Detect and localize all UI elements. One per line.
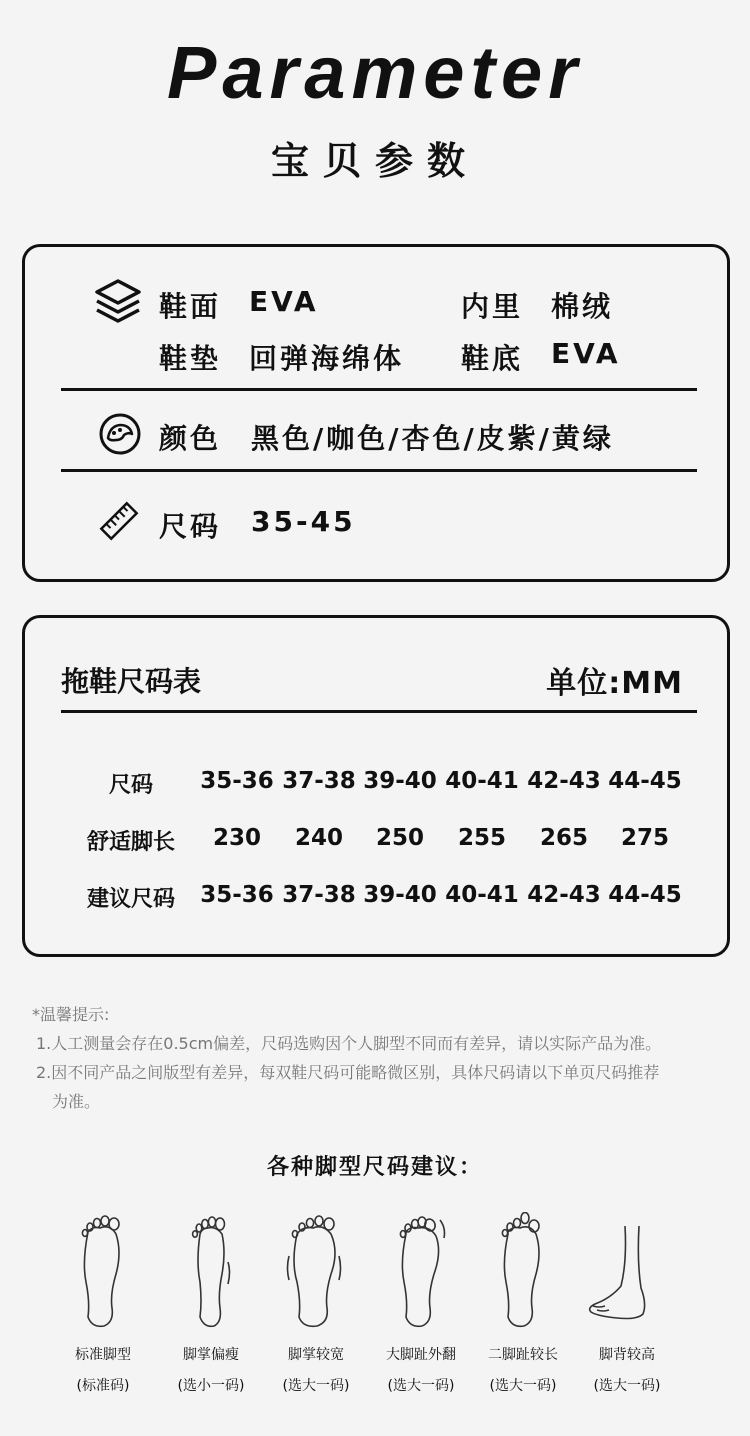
- insole-value: 回弹海绵体: [249, 342, 405, 375]
- table-cell: 37-38: [282, 768, 356, 794]
- foot-type-item: [156, 1212, 266, 1394]
- table-cell: 39-40: [363, 882, 437, 908]
- foot-type-advice: (选大一码): [593, 1378, 661, 1394]
- foot-type-name: 大脚趾外翻: [386, 1347, 456, 1363]
- table-cell: 250: [375, 825, 424, 851]
- foot-high-instep-icon: [577, 1212, 677, 1332]
- table-row-label: 舒适脚长: [86, 830, 175, 855]
- sole-label: 鞋底: [461, 342, 524, 375]
- foot-types-title: 各种脚型尺码建议：: [266, 1155, 483, 1180]
- foot-type-name: 脚掌偏瘦: [183, 1347, 239, 1363]
- table-cell: 40-41: [445, 882, 519, 908]
- table-cell: 44-45: [608, 882, 682, 908]
- tips-section: [32, 1000, 732, 1116]
- size-chart-title: 拖鞋尺码表: [61, 665, 202, 698]
- size-chart-card: [22, 615, 730, 957]
- foot-narrow-icon: [176, 1212, 246, 1332]
- foot-type-name: 二脚趾较长: [488, 1347, 558, 1363]
- table-cell: 230: [212, 825, 261, 851]
- foot-type-advice: (选大一码): [387, 1378, 455, 1394]
- table-cell: 37-38: [282, 882, 356, 908]
- parameters-card: [22, 244, 730, 582]
- table-cell: 42-43: [527, 768, 601, 794]
- foot-type-item: [468, 1212, 578, 1394]
- palette-icon: [98, 412, 142, 456]
- tips-line: 2.因不同产品之间版型有差异，每双鞋尺码可能略微区别，具体尺码请以下单页尺码推荐: [36, 1063, 660, 1082]
- foot-type-name: 脚背较高: [599, 1347, 655, 1363]
- upper-value: EVA: [249, 285, 319, 318]
- table-cell: 39-40: [363, 768, 437, 794]
- foot-type-item: [366, 1212, 476, 1394]
- upper-label: 鞋面: [159, 290, 222, 323]
- divider: [61, 469, 697, 472]
- size-value: 35-45: [251, 505, 356, 538]
- foot-type-advice: (选大一码): [282, 1378, 350, 1394]
- foot-long-second-toe-icon: [488, 1212, 558, 1332]
- page-subtitle: 宝贝参数: [270, 139, 479, 183]
- foot-type-item: [572, 1212, 682, 1394]
- table-cell: 35-36: [200, 768, 274, 794]
- table-cell: 255: [457, 825, 506, 851]
- divider: [61, 710, 697, 713]
- table-cell: 35-36: [200, 882, 274, 908]
- table-cell: 40-41: [445, 768, 519, 794]
- foot-wide-icon: [281, 1212, 351, 1332]
- layers-icon: [93, 277, 143, 327]
- color-label: 颜色: [159, 422, 222, 455]
- table-cell: 265: [539, 825, 588, 851]
- foot-type-item: [261, 1212, 371, 1394]
- table-row-label: 尺码: [108, 773, 153, 798]
- foot-type-advice: (选大一码): [489, 1378, 557, 1394]
- foot-bunion-icon: [386, 1212, 456, 1332]
- page-title: Parameter: [166, 31, 583, 114]
- table-row-label: 建议尺码: [86, 887, 175, 912]
- size-label: 尺码: [159, 510, 222, 543]
- table-cell: 42-43: [527, 882, 601, 908]
- foot-standard-icon: [68, 1212, 138, 1332]
- foot-type-advice: (选小一码): [177, 1378, 245, 1394]
- foot-type-name: 脚掌较宽: [288, 1347, 344, 1363]
- insole-label: 鞋垫: [159, 342, 222, 375]
- lining-label: 内里: [461, 290, 524, 323]
- tips-line: 为准。: [52, 1092, 101, 1111]
- foot-type-advice: (标准码): [76, 1378, 130, 1394]
- foot-type-name: 标准脚型: [75, 1347, 131, 1363]
- tips-line: 1.人工测量会存在0.5cm偏差，尺码选购因个人脚型不同而有差异，请以实际产品为准。: [36, 1034, 662, 1053]
- size-chart-unit: 单位:MM: [546, 666, 683, 701]
- table-cell: 44-45: [608, 768, 682, 794]
- color-value: 黑色/咖色/杏色/皮紫/黄绿: [251, 422, 614, 455]
- table-cell: 240: [294, 825, 343, 851]
- sole-value: EVA: [551, 337, 621, 370]
- tips-heading: *温馨提示:: [32, 1005, 110, 1024]
- foot-type-item: [48, 1212, 158, 1394]
- table-cell: 275: [620, 825, 669, 851]
- lining-value: 棉绒: [551, 290, 614, 323]
- ruler-icon: [99, 501, 139, 541]
- divider: [61, 388, 697, 391]
